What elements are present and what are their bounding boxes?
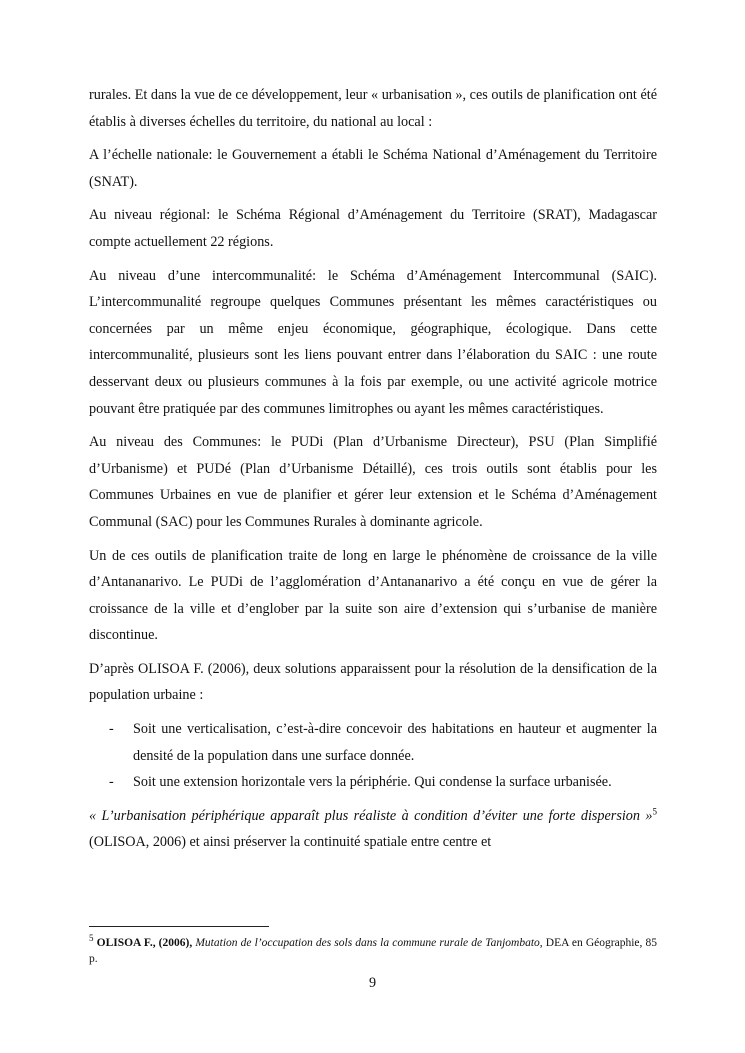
footnote-number: 5 <box>89 933 94 944</box>
list-item-text: Soit une extension horizontale vers la périphérie. Qui condense la surface urbanisée. <box>133 774 612 791</box>
paragraph-communes: Au niveau des Communes: le PUDi (Plan d’Urbanisme Directeur), PSU (Plan Simplifié d’Urbanisme) et PUDé (Plan d’Urbanisme Détaillé), ces trois outils sont établis pour les Communes Urbaines en vue de planifier et gérer leur extension et le Schéma d’Aménagement Communal (SAC) pour les Communes Rurales à dominante agricole. <box>89 434 657 530</box>
footnote-rest: , DEA en Géographie, 85 p. <box>89 937 658 965</box>
quote-italic: « L’urbanisation périphérique apparaît plus réaliste à condition d’éviter une forte dispersion » <box>89 807 653 824</box>
paragraph-intro: rurales. Et dans la vue de ce développement, leur « urbanisation », ces outils de planification ont été établis à diverses échelles du territoire, du national au local : <box>89 87 657 130</box>
paragraph-antananarivo: Un de ces outils de planification traite de long en large le phénomène de croissance de la ville d’Antananarivo. Le PUDi de l’agglomération d’Antananarivo a été conçu en vue de gérer la croissance de la ville et d’englober par la suite son aire d’extension qui s’urbanise de manière discontinue. <box>89 547 657 644</box>
solutions-list <box>89 716 657 796</box>
footnote-ref[interactable]: 5 <box>652 806 657 817</box>
footnote <box>89 935 657 967</box>
list-item <box>89 769 657 796</box>
paragraph-regional: Au niveau régional: le Schéma Régional d’Aménagement du Territoire (SRAT), Madagascar compte actuellement 22 régions. <box>89 207 657 250</box>
page-number: 9 <box>368 975 377 991</box>
paragraph-quote <box>89 803 657 856</box>
bullet-dash: - <box>109 774 114 791</box>
paragraph-intercommunal: Au niveau d’une intercommunalité: le Schéma d’Aménagement Intercommunal (SAIC). L’intercommunalité regroupe quelques Communes présentant les mêmes caractéristiques ou concernées par un même enjeu économique, géographique, écologique. Dans cette intercommunalité, plusieurs sont les liens pouvant entrer dans l’élaboration du SAIC : une route desservant deux ou plusieurs communes à la fois par exemple, ou une activité agricole motrice pouvant être pratiquée par des communes limitrophes ou ayant les mêmes caractéristiques. <box>89 267 657 417</box>
footnote-author: OLISOA F., (2006), <box>96 937 193 949</box>
paragraph-national: A l’échelle nationale: le Gouvernement a établi le Schéma National d’Aménagement du Territoire (SNAT). <box>89 147 657 190</box>
bullet-dash: - <box>109 721 114 738</box>
paragraph-olisoa: D’après OLISOA F. (2006), deux solutions apparaissent pour la résolution de la densification de la population urbaine : <box>89 660 657 704</box>
footnote-title: Mutation de l’occupation des sols dans la commune rurale de Tanjombato <box>195 937 540 949</box>
page-body <box>89 82 657 863</box>
footnote-separator <box>89 926 269 927</box>
quote-rest: (OLISOA, 2006) et ainsi préserver la continuité spatiale entre centre et <box>89 834 492 851</box>
list-item <box>89 716 657 769</box>
list-item-text: Soit une verticalisation, c’est-à-dire concevoir des habitations en hauteur et augmenter la densité de la population dans une surface donnée. <box>133 721 657 764</box>
